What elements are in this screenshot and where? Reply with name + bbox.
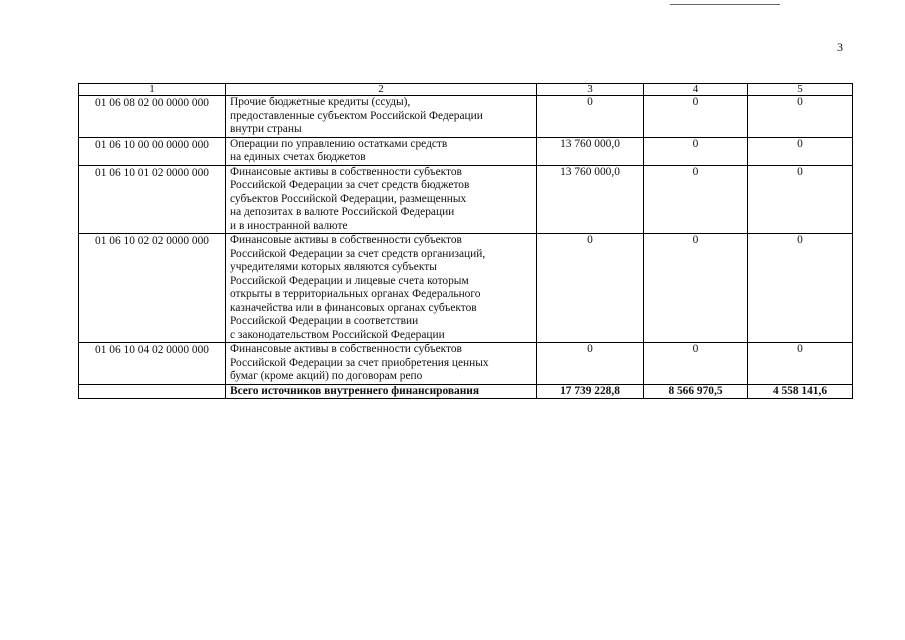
amount-col4: 0 [644, 137, 748, 165]
source-name-line: и в иностранной валюте [230, 219, 348, 232]
source-name-line: казначейства или в финансовых органах субъектов [230, 301, 477, 314]
source-name-line: Российской Федерации в соответствии [230, 315, 419, 327]
source-name [226, 165, 537, 234]
budget-code: 01 06 10 02 02 0000 000 [79, 234, 226, 343]
total-col3: 17 739 228,8 [537, 384, 644, 399]
amount-col5: 0 [748, 343, 853, 385]
sources-table [78, 83, 853, 399]
source-name-line: бумаг (кроме акций) по договорам репо [230, 370, 423, 382]
total-col4: 8 566 970,5 [644, 384, 748, 399]
amount-col3: 0 [537, 96, 644, 138]
source-name-line: открыты в территориальных органах Федерального [230, 288, 481, 300]
source-name-line: Финансовые активы в собственности субъектов [230, 165, 462, 178]
source-name-line: внутри страны [230, 123, 302, 135]
header-cell: 1 [79, 84, 226, 96]
amount-col3: 0 [537, 343, 644, 385]
amount-col3: 0 [537, 234, 644, 343]
header-row [79, 84, 853, 96]
budget-code: 01 06 10 00 00 0000 000 [79, 137, 226, 165]
page-number: 3 [837, 40, 843, 54]
amount-col5: 0 [748, 165, 853, 234]
total-col5: 4 558 141,6 [748, 384, 853, 399]
amount-col5: 0 [748, 96, 853, 138]
source-name [226, 234, 537, 343]
total-code-cell [79, 384, 226, 399]
source-name-line: с законодательством Российской Федерации [230, 328, 445, 341]
table-row [79, 137, 853, 165]
source-name-line: субъектов Российской Федерации, размещенных [230, 192, 467, 205]
amount-col4: 0 [644, 96, 748, 138]
source-name [226, 96, 537, 138]
amount-col3: 13 760 000,0 [537, 165, 644, 234]
header-cell: 4 [644, 84, 748, 96]
total-row [79, 384, 853, 399]
source-name-line: на депозитах в валюте Российской Федерации [230, 206, 455, 218]
source-name-line: Финансовые активы в собственности субъектов [230, 343, 462, 355]
table-row [79, 234, 853, 343]
source-name-line: Российской Федерации и лицевые счета которым [230, 274, 469, 287]
source-name-line: Российской Федерации за счет приобретения ценных [230, 356, 489, 369]
source-name [226, 137, 537, 165]
source-name-line: учредителями которых являются субъекты [230, 261, 437, 273]
amount-col5: 0 [748, 137, 853, 165]
amount-col3: 13 760 000,0 [537, 137, 644, 165]
amount-col4: 0 [644, 165, 748, 234]
source-name-line: на единых счетах бюджетов [230, 151, 366, 163]
table-row [79, 96, 853, 138]
source-name [226, 343, 537, 385]
source-name-line: Операции по управлению остатками средств [230, 137, 448, 150]
total-label: Всего источников внутреннего финансирования [226, 384, 537, 399]
amount-col5: 0 [748, 234, 853, 343]
amount-col4: 0 [644, 234, 748, 343]
table-row [79, 165, 853, 234]
budget-code: 01 06 10 04 02 0000 000 [79, 343, 226, 385]
header-cell: 5 [748, 84, 853, 96]
budget-code: 01 06 10 01 02 0000 000 [79, 165, 226, 234]
table-row [79, 343, 853, 385]
source-name-line: Российской Федерации за счет средств организаций, [230, 247, 486, 260]
amount-col4: 0 [644, 343, 748, 385]
source-name-line: предоставленные субъектом Российской Федерации [230, 109, 483, 122]
top-rule [670, 4, 780, 5]
source-name-line: Финансовые активы в собственности субъектов [230, 234, 462, 246]
budget-code: 01 06 08 02 00 0000 000 [79, 96, 226, 138]
header-cell: 3 [537, 84, 644, 96]
source-name-line: Прочие бюджетные кредиты (ссуды), [230, 96, 411, 108]
header-cell: 2 [226, 84, 537, 96]
source-name-line: Российской Федерации за счет средств бюджетов [230, 179, 470, 191]
